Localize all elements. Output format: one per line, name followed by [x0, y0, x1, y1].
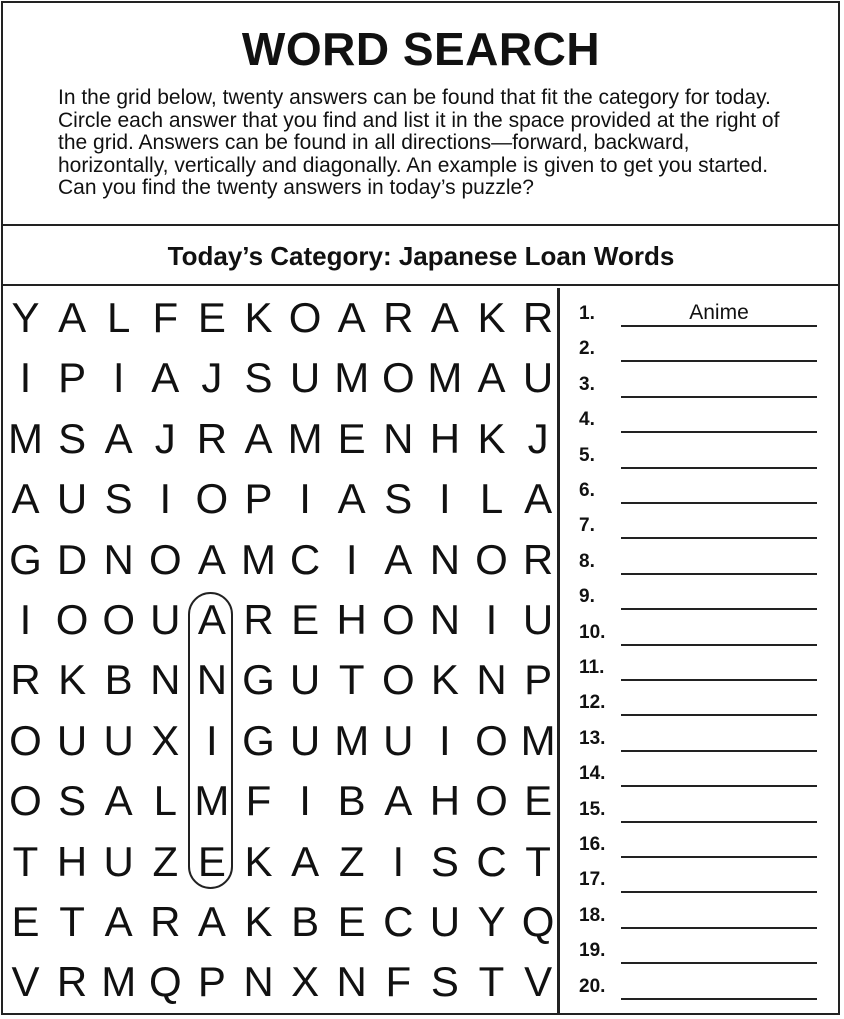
answer-number: 1. [579, 303, 595, 324]
answer-row [563, 722, 839, 756]
grid-letter[interactable]: A [151, 354, 180, 402]
grid-letter[interactable]: E [337, 898, 366, 945]
grid-letter[interactable]: A [197, 535, 226, 583]
grid-letter[interactable]: S [384, 475, 413, 523]
grid-letter[interactable]: N [429, 596, 461, 643]
grid-letter[interactable]: O [55, 596, 89, 643]
answer-number: 6. [579, 480, 595, 501]
grid-letter[interactable]: C [476, 837, 507, 885]
grid-letter[interactable]: L [153, 777, 177, 825]
grid-letter[interactable]: O [9, 777, 42, 825]
answer-row [563, 863, 839, 897]
answer-input-line[interactable] [621, 545, 817, 575]
grid-letter[interactable]: O [381, 354, 415, 402]
answer-list [563, 288, 839, 1015]
grid-letter[interactable]: I [439, 716, 451, 764]
grid-letter[interactable]: O [475, 535, 508, 583]
answer-input-line[interactable] [621, 368, 817, 398]
grid-letter[interactable]: U [289, 716, 321, 764]
grid-letter[interactable]: T [478, 958, 505, 1006]
grid-letter[interactable]: B [337, 777, 366, 825]
grid-letter[interactable]: S [58, 414, 87, 462]
grid-letter[interactable]: U [150, 596, 181, 643]
grid-letter[interactable]: T [525, 837, 551, 885]
grid-letter[interactable]: H [56, 837, 88, 885]
answer-number: 13. [579, 727, 606, 749]
grid-letter[interactable]: F [245, 777, 272, 825]
answer-row [563, 899, 839, 933]
grid-letter[interactable]: I [485, 596, 498, 643]
grid-letter[interactable]: N [243, 958, 274, 1006]
answer-input-line[interactable] [621, 863, 817, 893]
grid-letter[interactable]: I [19, 596, 32, 643]
grid-letter[interactable]: Y [477, 898, 506, 945]
grid-letter[interactable]: Z [338, 837, 365, 885]
grid-letter[interactable]: U [103, 837, 134, 885]
grid-letter[interactable]: A [337, 475, 366, 523]
answer-row [563, 934, 839, 968]
grid-letter[interactable]: U [103, 716, 134, 764]
grid-letter[interactable]: S [430, 837, 459, 885]
answer-row [563, 509, 839, 543]
grid-letter[interactable]: S [104, 475, 133, 523]
answer-row [563, 439, 839, 473]
grid-letter[interactable]: X [291, 958, 320, 1006]
grid-letter[interactable]: O [288, 294, 322, 341]
grid-letter[interactable]: N [196, 656, 228, 704]
grid-letter[interactable]: M [287, 414, 323, 462]
grid-row [3, 289, 560, 347]
grid-letter[interactable]: E [11, 898, 40, 945]
answer-number: 16. [579, 834, 606, 855]
answer-input-line[interactable] [621, 757, 817, 787]
answer-row [563, 793, 839, 827]
grid-row [3, 893, 560, 951]
grid-letter[interactable]: A [384, 777, 413, 825]
grid-letter[interactable]: R [522, 535, 554, 583]
grid-letter[interactable]: A [104, 777, 133, 825]
grid-letter[interactable]: B [104, 656, 133, 704]
grid-letter[interactable]: E [197, 294, 226, 341]
answer-number: 9. [579, 586, 595, 608]
answer-input-line[interactable]: Anime [621, 297, 817, 327]
grid-letter[interactable]: A [104, 414, 133, 462]
answer-number: 5. [579, 444, 595, 466]
grid-letter[interactable]: K [477, 414, 506, 462]
grid-letter[interactable]: V [11, 958, 40, 1006]
grid-letter[interactable]: J [527, 414, 549, 462]
grid-letter[interactable]: O [148, 535, 182, 583]
grid-letter[interactable]: J [201, 354, 223, 402]
grid-letter[interactable]: A [244, 414, 273, 462]
grid-letter[interactable]: I [439, 475, 451, 523]
answer-input-line[interactable] [621, 722, 817, 752]
grid-letter[interactable]: U [383, 716, 414, 764]
answer-number: 19. [579, 940, 606, 962]
grid-letter[interactable]: A [197, 898, 226, 945]
answer-row [563, 828, 839, 862]
grid-letter[interactable]: K [58, 656, 87, 704]
answer-number: 2. [579, 338, 595, 360]
answer-row [563, 368, 839, 402]
grid-letter[interactable]: U [289, 354, 321, 402]
answer-input-line[interactable] [621, 934, 817, 964]
grid-row [3, 772, 560, 830]
grid-letter[interactable]: E [197, 837, 226, 885]
answer-row [563, 616, 839, 650]
grid-letter[interactable]: P [58, 354, 87, 402]
grid-letter[interactable]: O [381, 596, 415, 643]
grid-letter[interactable]: N [476, 656, 507, 704]
answer-input-line[interactable] [621, 828, 817, 858]
answer-number: 14. [579, 763, 606, 785]
answer-input-line[interactable] [621, 686, 817, 716]
answer-number: 3. [579, 373, 595, 395]
answer-number: 10. [579, 621, 606, 643]
grid-letter[interactable]: N [336, 958, 367, 1006]
grid-letter[interactable]: A [430, 294, 459, 341]
grid-letter[interactable]: U [522, 596, 554, 643]
answer-input-line[interactable] [621, 474, 817, 504]
grid-row [3, 349, 560, 407]
grid-row [3, 470, 560, 528]
grid-letter[interactable]: I [19, 354, 32, 402]
grid-letter[interactable]: O [102, 596, 136, 643]
grid-letter[interactable]: U [56, 475, 88, 523]
answer-row [563, 332, 839, 366]
puzzle-instructions: In the grid below, twenty answers can be found that fit the category for today. Circle each answer that you find and list it in the space provided at the right of the grid. Answers can be found in all directions—forward, backward, horizontally, vertically and diagonally. An example is given to get you started. Can you find the twenty answers in today’s puzzle? [58, 86, 780, 199]
grid-letter[interactable]: O [9, 716, 42, 764]
puzzle-title: WORD SEARCH [241, 23, 601, 75]
grid-row [3, 712, 560, 770]
answer-number: 11. [579, 657, 605, 678]
grid-row [3, 953, 560, 1011]
grid-letter[interactable]: R [196, 414, 228, 462]
grid-letter[interactable]: L [479, 475, 504, 523]
grid-letter[interactable]: O [195, 475, 229, 523]
grid-letter[interactable]: B [291, 898, 320, 945]
answer-row [563, 474, 839, 508]
category-label: Today’s Category: Japanese Loan Words [3, 228, 839, 286]
grid-letter[interactable]: K [244, 837, 273, 885]
grid-letter[interactable]: A [477, 354, 506, 402]
grid-letter[interactable]: T [59, 898, 85, 945]
answer-number: 15. [579, 798, 606, 820]
grid-letter[interactable]: R [383, 294, 414, 341]
grid-letter[interactable]: I [112, 354, 125, 402]
grid-letter[interactable]: T [338, 656, 365, 704]
grid-letter[interactable]: I [159, 475, 172, 523]
answer-input-line[interactable] [621, 616, 817, 646]
grid-letter[interactable]: T [12, 837, 39, 885]
answer-number: 4. [579, 409, 595, 431]
grid-letter[interactable]: A [58, 294, 87, 341]
answer-row [563, 686, 839, 720]
grid-letter[interactable]: K [244, 294, 273, 341]
grid-letter[interactable]: I [299, 777, 311, 825]
grid-letter[interactable]: R [56, 958, 88, 1006]
answer-input-line[interactable] [621, 332, 817, 362]
grid-letter[interactable]: R [10, 656, 41, 704]
answer-row [563, 580, 839, 614]
answer-number: 20. [579, 975, 606, 997]
grid-letter[interactable]: Z [152, 837, 179, 885]
grid-letter[interactable]: N [103, 535, 134, 583]
grid-letter[interactable]: G [242, 656, 275, 704]
grid-row [3, 591, 560, 649]
answer-input-line[interactable] [621, 403, 817, 433]
grid-letter[interactable]: U [429, 898, 461, 945]
grid-letter[interactable]: O [475, 716, 508, 764]
grid-letter[interactable]: U [289, 656, 321, 704]
grid-letter[interactable]: N [383, 414, 414, 462]
example-answer-circle [188, 592, 233, 889]
answer-row [563, 545, 839, 579]
grid-row [3, 531, 560, 589]
answer-input-line[interactable] [621, 509, 817, 539]
grid-letter[interactable]: V [524, 958, 553, 1006]
grid-letter[interactable]: M [8, 414, 43, 462]
grid-letter[interactable]: X [151, 716, 180, 764]
grid-letter[interactable]: U [56, 716, 88, 764]
grid-letter[interactable]: J [154, 414, 176, 462]
answer-number: 18. [579, 904, 606, 926]
grid-letter[interactable]: Q [521, 898, 555, 945]
grid-letter[interactable]: S [244, 354, 273, 402]
answer-number: 7. [579, 515, 595, 537]
grid-letter[interactable]: R [522, 294, 554, 341]
answer-input-line[interactable] [621, 439, 817, 469]
grid-letter[interactable]: A [524, 475, 553, 523]
grid-letter[interactable]: E [291, 596, 320, 643]
grid-letter[interactable]: K [477, 294, 506, 341]
grid-letter[interactable]: I [206, 716, 218, 764]
grid-letter[interactable]: N [429, 535, 461, 583]
grid-letter[interactable]: H [429, 777, 461, 825]
grid-letter[interactable]: C [383, 898, 414, 945]
grid-letter[interactable]: C [289, 535, 321, 583]
answer-input-line[interactable] [621, 793, 817, 823]
grid-letter[interactable]: A [337, 294, 366, 341]
grid-letter[interactable]: A [197, 596, 226, 643]
grid-letter[interactable]: M [241, 535, 276, 583]
grid-letter[interactable]: H [336, 596, 367, 643]
grid-letter[interactable]: F [152, 294, 179, 341]
grid-letter[interactable]: R [243, 596, 274, 643]
grid-letter[interactable]: P [244, 475, 273, 523]
answer-row [563, 297, 839, 331]
grid-letter[interactable]: O [381, 656, 415, 704]
grid-letter[interactable]: A [384, 535, 413, 583]
grid-letter[interactable]: F [385, 958, 412, 1006]
answer-input-line[interactable] [621, 651, 817, 681]
grid-letter[interactable]: K [430, 656, 459, 704]
grid-letter[interactable]: P [524, 656, 553, 704]
grid-letter[interactable]: A [104, 898, 133, 945]
letter-grid [3, 288, 560, 1015]
grid-row [3, 410, 560, 468]
grid-row [3, 651, 560, 709]
grid-letter[interactable]: A [11, 475, 40, 523]
grid-letter[interactable]: I [392, 837, 405, 885]
grid-letter[interactable]: M [194, 777, 230, 825]
answer-number: 8. [579, 550, 595, 572]
grid-letter[interactable]: S [430, 958, 459, 1006]
grid-letter[interactable]: M [101, 958, 137, 1006]
grid-letter[interactable]: G [242, 716, 275, 764]
grid-letter[interactable]: P [197, 958, 226, 1006]
grid-letter[interactable]: U [522, 354, 554, 402]
grid-letter[interactable]: Y [11, 294, 40, 341]
answer-row [563, 651, 839, 685]
grid-letter[interactable]: Q [148, 958, 182, 1006]
grid-letter[interactable]: O [475, 777, 508, 825]
grid-letter[interactable]: I [345, 535, 358, 583]
answer-input-line[interactable] [621, 899, 817, 929]
grid-letter[interactable]: N [150, 656, 181, 704]
grid-letter[interactable]: M [334, 354, 370, 402]
puzzle-header [3, 3, 839, 226]
grid-letter[interactable]: M [427, 354, 463, 402]
grid-letter[interactable]: M [520, 716, 556, 764]
grid-letter[interactable]: E [337, 414, 366, 462]
grid-letter[interactable]: H [429, 414, 461, 462]
grid-row [3, 833, 560, 891]
grid-letter[interactable]: E [524, 777, 553, 825]
grid-letter[interactable]: A [291, 837, 320, 885]
grid-letter[interactable]: K [244, 898, 273, 945]
grid-letter[interactable]: M [334, 716, 370, 764]
answer-input-line[interactable] [621, 970, 817, 1000]
answer-number: 12. [579, 692, 606, 714]
answer-input-line[interactable] [621, 580, 817, 610]
grid-letter[interactable]: D [56, 535, 88, 583]
answer-row [563, 403, 839, 437]
answer-row [563, 757, 839, 791]
grid-letter[interactable]: S [58, 777, 87, 825]
grid-letter[interactable]: R [150, 898, 181, 945]
grid-letter[interactable]: L [107, 294, 131, 341]
answer-number: 17. [579, 869, 606, 891]
grid-letter[interactable]: I [299, 475, 311, 523]
answer-row [563, 970, 839, 1004]
grid-letter[interactable]: G [9, 535, 42, 583]
